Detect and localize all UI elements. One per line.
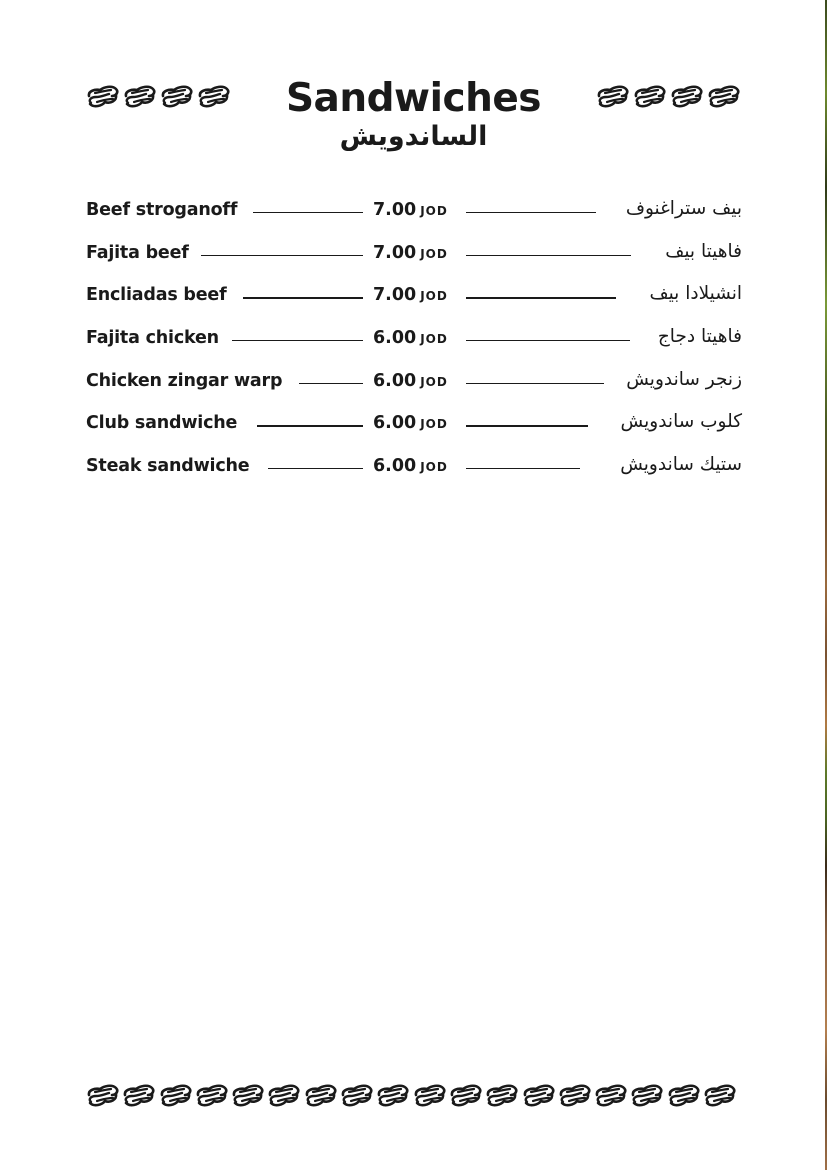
item-name-english: Club sandwiche	[86, 413, 238, 434]
rope-twist-ornament-icon	[122, 1082, 155, 1108]
price-currency: JOD	[420, 332, 448, 347]
ornament-row-bottom	[86, 1082, 736, 1108]
menu-item	[86, 198, 742, 241]
menu-item	[86, 283, 742, 326]
price-currency: JOD	[420, 374, 448, 389]
price-currency: JOD	[420, 460, 448, 475]
price-value: 7.00	[373, 242, 417, 263]
rope-twist-ornament-icon	[703, 1082, 736, 1108]
item-name-english: Chicken zingar warp	[86, 370, 283, 391]
rope-twist-ornament-icon	[630, 1082, 663, 1108]
price-currency: JOD	[420, 204, 448, 218]
leader-line-right	[466, 297, 616, 298]
rope-twist-ornament-icon	[558, 1082, 591, 1108]
rope-twist-ornament-icon	[195, 1082, 228, 1108]
leader-line-left	[201, 255, 363, 256]
price-value: 7.00	[373, 285, 417, 306]
price-value: 7.00	[373, 200, 417, 220]
rope-twist-ornament-icon	[413, 1082, 446, 1108]
menu-list	[86, 198, 742, 497]
leader-line-right	[466, 340, 630, 341]
leader-line-left	[253, 212, 363, 213]
item-name-english: Fajita chicken	[86, 328, 219, 349]
rope-twist-ornament-icon	[376, 1082, 409, 1108]
item-price	[373, 456, 448, 476]
rope-twist-ornament-icon	[667, 1082, 700, 1108]
leader-line-left	[232, 340, 363, 341]
rope-twist-ornament-icon	[267, 1082, 300, 1108]
leader-line-right	[466, 425, 588, 426]
leader-line-right	[466, 212, 596, 213]
leader-line-left	[268, 468, 363, 469]
price-currency: JOD	[420, 417, 448, 432]
rope-twist-ornament-icon	[594, 1082, 627, 1108]
item-name-arabic: فاهيتا دجاج	[657, 326, 742, 348]
leader-line-left	[243, 297, 363, 298]
leader-line-right	[466, 383, 604, 384]
rope-twist-ornament-icon	[522, 1082, 555, 1108]
menu-item	[86, 241, 742, 284]
price-value: 6.00	[373, 456, 417, 477]
price-currency: JOD	[420, 289, 448, 304]
price-value: 6.00	[373, 370, 417, 391]
rope-twist-ornament-icon	[231, 1082, 264, 1108]
item-price	[373, 328, 448, 348]
menu-item	[86, 326, 742, 369]
rope-twist-ornament-icon	[86, 1082, 119, 1108]
item-price	[373, 200, 448, 220]
rope-twist-ornament-icon	[449, 1082, 482, 1108]
item-name-arabic: انشيلادا بيف	[649, 283, 742, 305]
menu-item	[86, 369, 742, 412]
price-value: 6.00	[373, 413, 417, 434]
item-name-english: Fajita beef	[86, 242, 189, 263]
item-name-arabic: كلوب ساندويش	[620, 411, 742, 433]
item-name-arabic: زنجر ساندويش	[626, 368, 742, 390]
item-name-arabic: بيف ستراغنوف	[625, 198, 742, 219]
leader-line-left	[299, 383, 363, 384]
item-name-english: Steak sandwiche	[86, 456, 250, 477]
leader-line-right	[466, 468, 580, 469]
item-price	[373, 413, 448, 433]
page-title: Sandwiches	[285, 76, 542, 121]
item-name-english: Encliadas beef	[86, 285, 227, 306]
price-currency: JOD	[420, 246, 448, 261]
item-price	[373, 243, 448, 263]
menu-item	[86, 411, 742, 454]
item-price	[373, 371, 448, 391]
menu-item	[86, 454, 742, 497]
item-name-english: Beef stroganoff	[86, 200, 238, 220]
page-subtitle-arabic: الساندويش	[339, 121, 488, 152]
item-price	[373, 285, 448, 305]
item-name-arabic: ستيك ساندويش	[620, 454, 742, 476]
rope-twist-ornament-icon	[485, 1082, 518, 1108]
rope-twist-ornament-icon	[159, 1082, 192, 1108]
leader-line-right	[466, 255, 631, 256]
leader-line-left	[257, 425, 363, 426]
price-value: 6.00	[373, 328, 417, 349]
rope-twist-ornament-icon	[304, 1082, 337, 1108]
rope-twist-ornament-icon	[340, 1082, 373, 1108]
item-name-arabic: فاهيتا بيف	[665, 240, 742, 262]
